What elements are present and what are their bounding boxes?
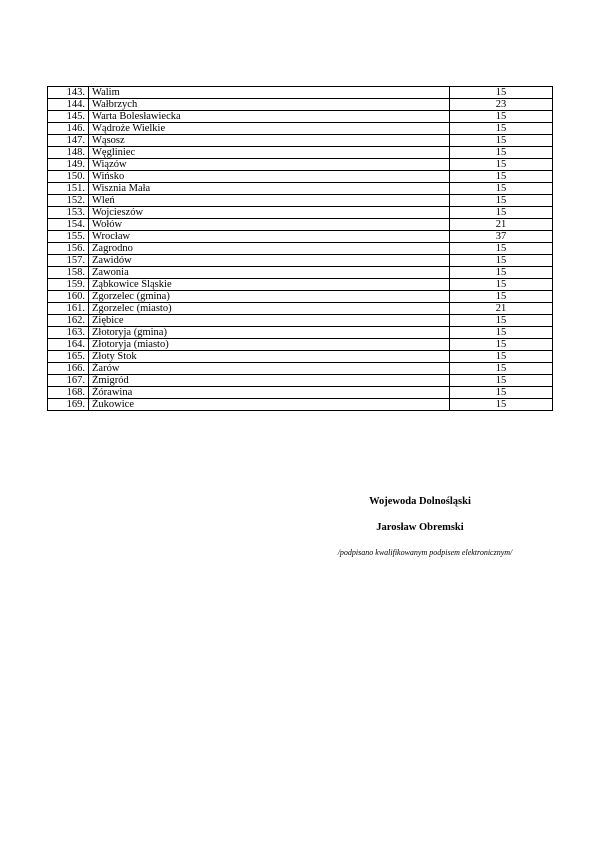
municipality-name-cell: Wiązów	[89, 159, 450, 171]
value-cell: 23	[450, 99, 553, 111]
row-number-cell: 143.	[48, 87, 89, 99]
row-number-cell: 149.	[48, 159, 89, 171]
value-cell: 15	[450, 387, 553, 399]
row-number-cell: 155.	[48, 231, 89, 243]
table-body	[48, 87, 553, 411]
row-number-cell: 145.	[48, 111, 89, 123]
municipality-name-cell: Żmigród	[89, 375, 450, 387]
municipality-name-cell: Zagrodno	[89, 243, 450, 255]
row-number-cell: 156.	[48, 243, 89, 255]
municipality-name-cell: Wąsosz	[89, 135, 450, 147]
value-cell: 15	[450, 135, 553, 147]
signatory-name: Jarosław Obremski	[376, 522, 464, 533]
value-cell: 15	[450, 147, 553, 159]
municipality-name-cell: Ząbkowice Śląskie	[89, 279, 450, 291]
table-row	[48, 363, 553, 375]
table-row	[48, 159, 553, 171]
value-cell: 15	[450, 279, 553, 291]
value-cell: 15	[450, 183, 553, 195]
value-cell: 15	[450, 159, 553, 171]
table-row	[48, 171, 553, 183]
municipality-name-cell: Węgliniec	[89, 147, 450, 159]
municipality-table	[47, 86, 553, 411]
table-row	[48, 123, 553, 135]
row-number-cell: 159.	[48, 279, 89, 291]
municipality-name-cell: Zgorzelec (miasto)	[89, 303, 450, 315]
table-row	[48, 351, 553, 363]
value-cell: 15	[450, 327, 553, 339]
value-cell: 15	[450, 363, 553, 375]
municipality-name-cell: Wisznia Mała	[89, 183, 450, 195]
municipality-name-cell: Złotoryja (gmina)	[89, 327, 450, 339]
table-row	[48, 375, 553, 387]
row-number-cell: 169.	[48, 399, 89, 411]
value-cell: 15	[450, 195, 553, 207]
row-number-cell: 152.	[48, 195, 89, 207]
row-number-cell: 146.	[48, 123, 89, 135]
value-cell: 15	[450, 111, 553, 123]
municipality-name-cell: Wołów	[89, 219, 450, 231]
table-row	[48, 315, 553, 327]
municipality-name-cell: Zgorzelec (gmina)	[89, 291, 450, 303]
signature-note: /podpisano kwalifikowanym podpisem elektronicznym/	[337, 548, 513, 557]
table-row	[48, 387, 553, 399]
row-number-cell: 151.	[48, 183, 89, 195]
row-number-cell: 147.	[48, 135, 89, 147]
table-row	[48, 399, 553, 411]
value-cell: 21	[450, 219, 553, 231]
municipality-name-cell: Wałbrzych	[89, 99, 450, 111]
value-cell: 15	[450, 267, 553, 279]
row-number-cell: 154.	[48, 219, 89, 231]
row-number-cell: 144.	[48, 99, 89, 111]
value-cell: 15	[450, 123, 553, 135]
table-row	[48, 243, 553, 255]
municipality-name-cell: Żukowice	[89, 399, 450, 411]
table-row	[48, 267, 553, 279]
table-row	[48, 147, 553, 159]
value-cell: 21	[450, 303, 553, 315]
table-row	[48, 207, 553, 219]
table-row	[48, 219, 553, 231]
municipality-name-cell: Warta Bolesławiecka	[89, 111, 450, 123]
value-cell: 15	[450, 207, 553, 219]
table-row	[48, 339, 553, 351]
value-cell: 15	[450, 399, 553, 411]
value-cell: 15	[450, 315, 553, 327]
municipality-name-cell: Zawidów	[89, 255, 450, 267]
row-number-cell: 163.	[48, 327, 89, 339]
value-cell: 15	[450, 291, 553, 303]
row-number-cell: 148.	[48, 147, 89, 159]
value-cell: 15	[450, 243, 553, 255]
table-row	[48, 255, 553, 267]
municipality-name-cell: Złotoryja (miasto)	[89, 339, 450, 351]
municipality-name-cell: Walim	[89, 87, 450, 99]
table-row	[48, 111, 553, 123]
value-cell: 15	[450, 375, 553, 387]
municipality-name-cell: Ziębice	[89, 315, 450, 327]
table-row	[48, 303, 553, 315]
row-number-cell: 162.	[48, 315, 89, 327]
value-cell: 15	[450, 339, 553, 351]
table-row	[48, 291, 553, 303]
value-cell: 15	[450, 87, 553, 99]
table-row	[48, 87, 553, 99]
municipality-name-cell: Żórawina	[89, 387, 450, 399]
table-row	[48, 195, 553, 207]
municipality-name-cell: Wińsko	[89, 171, 450, 183]
table-row	[48, 135, 553, 147]
municipality-name-cell: Wądroże Wielkie	[89, 123, 450, 135]
table-row	[48, 327, 553, 339]
row-number-cell: 166.	[48, 363, 89, 375]
table-row	[48, 183, 553, 195]
table-row	[48, 99, 553, 111]
row-number-cell: 161.	[48, 303, 89, 315]
table-row	[48, 279, 553, 291]
table-row	[48, 231, 553, 243]
municipality-name-cell: Wleń	[89, 195, 450, 207]
row-number-cell: 150.	[48, 171, 89, 183]
value-cell: 15	[450, 171, 553, 183]
row-number-cell: 153.	[48, 207, 89, 219]
value-cell: 15	[450, 255, 553, 267]
municipality-name-cell: Wrocław	[89, 231, 450, 243]
municipality-name-cell: Żarów	[89, 363, 450, 375]
row-number-cell: 164.	[48, 339, 89, 351]
municipality-name-cell: Wojcieszów	[89, 207, 450, 219]
municipality-name-cell: Zawonia	[89, 267, 450, 279]
row-number-cell: 168.	[48, 387, 89, 399]
row-number-cell: 160.	[48, 291, 89, 303]
row-number-cell: 167.	[48, 375, 89, 387]
value-cell: 37	[450, 231, 553, 243]
row-number-cell: 165.	[48, 351, 89, 363]
value-cell: 15	[450, 351, 553, 363]
row-number-cell: 157.	[48, 255, 89, 267]
signatory-title: Wojewoda Dolnośląski	[369, 496, 471, 507]
row-number-cell: 158.	[48, 267, 89, 279]
municipality-name-cell: Złoty Stok	[89, 351, 450, 363]
